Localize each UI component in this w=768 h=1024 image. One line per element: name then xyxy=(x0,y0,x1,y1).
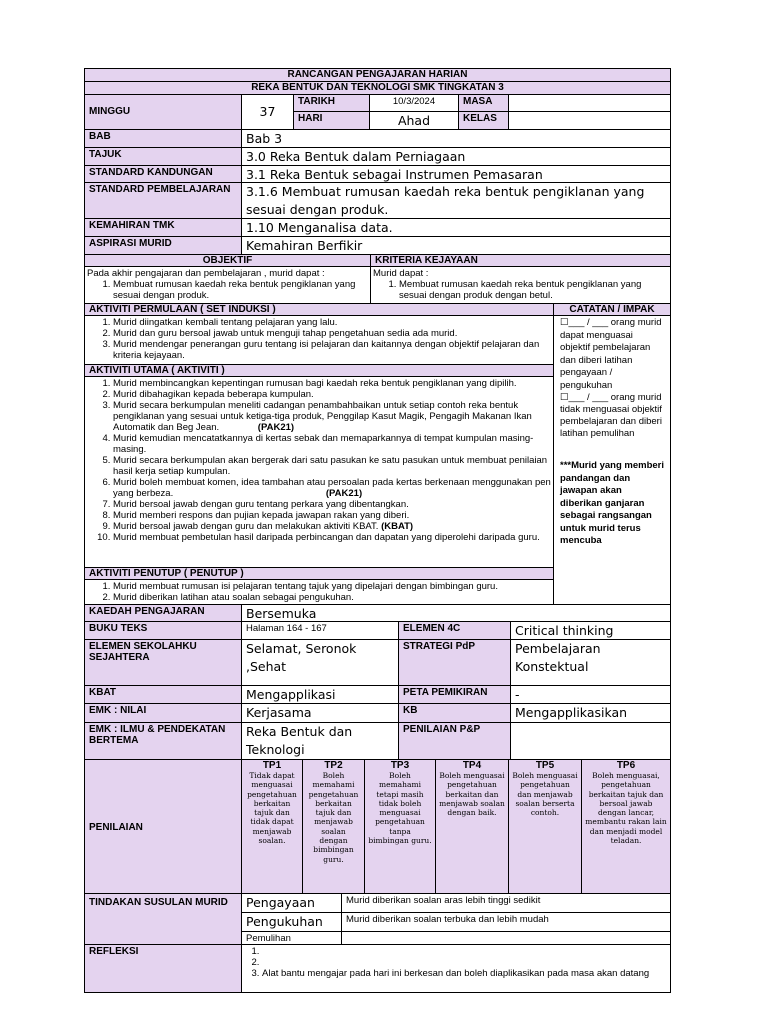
hari-value: Ahad xyxy=(369,111,459,130)
kelas-label: KELAS xyxy=(458,111,509,130)
elemen-4c-value: Critical thinking xyxy=(510,621,671,640)
utama-header: AKTIVITI UTAMA ( AKTIVITI ) xyxy=(84,364,554,377)
bab-value: Bab 3 xyxy=(241,129,671,148)
minggu-label: MINGGU xyxy=(84,94,242,130)
kemahiran-tmk-value: 1.10 Menganalisa data. xyxy=(241,218,671,237)
tp5-heading: TP5 xyxy=(535,760,555,771)
induksi-item: 1. Murid diingatkan kembali tentang pelajaran yang lalu. xyxy=(113,317,553,328)
pemulihan-label: Pemulihan xyxy=(241,931,342,945)
penutup-list xyxy=(84,579,554,605)
pengukuhan-value: Murid diberikan soalan terbuka dan lebih mudah xyxy=(341,912,671,932)
tp3-cell xyxy=(364,759,436,894)
hari-label: HARI xyxy=(293,111,370,130)
tp5-cell xyxy=(508,759,582,894)
standard-kandungan-value: 3.1 Reka Bentuk sebagai Instrumen Pemasaran xyxy=(241,165,671,183)
pengayaan-value: Murid diberikan soalan aras lebih tinggi sedikit xyxy=(341,893,671,913)
kb-label: KB xyxy=(398,703,511,723)
buku-teks-value: Halaman 164 - 167 xyxy=(241,621,399,640)
utama-item: 5. Murid secara berkumpulan akan bergerak dari satu pasukan ke satu pasukan untuk membuat penilaian hasil kerja setiap kumpulan. xyxy=(113,455,553,477)
penilaian-pp-value xyxy=(510,722,671,760)
kb-value: Mengapplikasikan xyxy=(510,703,671,723)
tp4-heading: TP4 xyxy=(462,760,482,771)
document-subtitle: REKA BENTUK DAN TEKNOLOGI SMK TINGKATAN 3 xyxy=(84,81,671,95)
catatan-content xyxy=(553,315,671,605)
sekolahku-value: Selamat, Seronok ,Sehat xyxy=(241,639,399,686)
penilaian-pp-label: PENILAIAN P&P xyxy=(398,722,511,760)
utama-item: 3. Murid secara berkumpulan meneliti cadangan penambahbaikan untuk setiap contoh reka bentuk pengiklanan yang sesuai untuk ketiga-tiga produk, Penggilap Kasut Magik, Pengagih Makanan Ikan Automatik dan Beg Jean. (PAK21) xyxy=(113,400,553,433)
peta-pemikiran-value: - xyxy=(510,685,671,704)
catatan-tidak-menguasai: ☐___ / ___ orang murid tidak menguasai objektif pembelajaran dan diberi latihan pemulihan xyxy=(560,392,662,439)
utama-item: 7. Murid bersoal jawab dengan guru tentang perkara yang dibentangkan. xyxy=(113,499,553,510)
induksi-item: 2. Murid dan guru bersoal jawab untuk menguji tahap pengetahuan sedia ada murid. xyxy=(113,328,553,339)
utama-item: 10. Murid membuat pembetulan hasil daripada perbincangan dan dapatan yang diperolehi daripada guru. xyxy=(113,532,553,543)
refleksi-item xyxy=(262,957,670,968)
objektif-header: OBJEKTIF xyxy=(84,254,371,267)
kriteria-intro: Murid dapat : xyxy=(373,268,429,279)
masa-value xyxy=(508,94,671,112)
refleksi-label: REFLEKSI xyxy=(84,944,242,993)
induksi-header: AKTIVITI PERMULAAN ( SET INDUKSI ) xyxy=(84,303,554,316)
kriteria-item: 1. Membuat rumusan kaedah reka bentuk pengiklanan yang sesuai dengan produk dengan betul. xyxy=(399,279,668,301)
penutup-header: AKTIVITI PENUTUP ( PENUTUP ) xyxy=(84,567,554,580)
aspirasi-murid-label: ASPIRASI MURID xyxy=(84,236,242,255)
refleksi-content xyxy=(241,944,671,993)
catatan-note: ***Murid yang memberi pandangan dan jawapan akan diberikan ganjaran sebagai rangsangan untuk murid terus mencuba xyxy=(560,460,664,546)
standard-pembelajaran-value: 3.1.6 Membuat rumusan kaedah reka bentuk pengiklanan yang sesuai dengan produk. xyxy=(241,182,671,219)
utama-item: 2. Murid dibahagikan kepada beberapa kumpulan. xyxy=(113,389,553,400)
kbat-label: KBAT xyxy=(84,685,242,704)
tp3-description: Boleh memahami tetapi masih tidak boleh menguasai pengetahuan tanpa bimbingan guru. xyxy=(368,771,432,846)
tp5-description: Boleh menguasai pengetahuan dan menjawab soalan berserta contoh. xyxy=(512,771,578,818)
kriteria-header: KRITERIA KEJAYAAN xyxy=(370,254,671,267)
tp1-heading: TP1 xyxy=(262,760,282,771)
tp1-description: Tidak dapat menguasai pengetahuan berkaitan tajuk dan tidak dapat menjawab soalan. xyxy=(247,771,297,846)
tp6-description: Boleh menguasai, pengetahuan berkaitan tajuk dan bersoal jawab dengan lancar, membantu rakan lain dan menjadi model teladan. xyxy=(585,771,667,846)
tarikh-value: 10/3/2024 xyxy=(369,94,459,112)
penutup-item: 2. Murid diberikan latihan atau soalan sebagai pengukuhan. xyxy=(113,592,553,603)
kaedah-label: KAEDAH PENGAJARAN xyxy=(84,604,242,622)
minggu-value: 37 xyxy=(241,94,294,130)
tp2-description: Boleh memahami pengetahuan berkaitan tajuk dan menjawab soalan dengan bimbingan guru. xyxy=(308,771,359,864)
strategi-value: Pembelajaran Konstektual xyxy=(510,639,671,686)
pengayaan-label: Pengayaan xyxy=(241,893,342,913)
tp1-cell xyxy=(241,759,303,894)
utama-list xyxy=(84,376,554,568)
tp3-heading: TP3 xyxy=(390,760,410,771)
induksi-item: 3. Murid mendengar penerangan guru tentang isi pelajaran dan kaitannya dengan objektif pelajaran dan kriteria kejayaan. xyxy=(113,339,553,361)
pemulihan-value xyxy=(341,931,671,945)
emk-nilai-label: EMK : NILAI xyxy=(84,703,242,723)
catatan-menguasai: ☐___ / ___ orang murid dapat menguasai objektif pembelajaran dan diberi latihan pengayaan / pengukuhan xyxy=(560,317,662,391)
refleksi-item xyxy=(262,946,670,957)
standard-pembelajaran-label: STANDARD PEMBELAJARAN xyxy=(84,182,242,219)
utama-item: 1. Murid membincangkan kepentingan rumusan bagi kaedah reka bentuk pengiklanan yang dipilih. xyxy=(113,378,553,389)
utama-item: 4. Murid kemudian mencatatkannya di kertas sebak dan memaparkannya di tempat kumpulan masing-masing. xyxy=(113,433,553,455)
standard-kandungan-label: STANDARD KANDUNGAN xyxy=(84,165,242,183)
strategi-label: STRATEGI PdP xyxy=(398,639,511,686)
masa-label: MASA xyxy=(458,94,509,112)
tp4-cell xyxy=(435,759,509,894)
utama-item: 6. Murid boleh membuat komen, idea tambahan atau persoalan pada kertas berkenaan menggunakan pen yang berbeza. (PAK21) xyxy=(113,477,553,499)
tp6-heading: TP6 xyxy=(616,760,636,771)
induksi-list xyxy=(84,315,554,365)
elemen-4c-label: ELEMEN 4C xyxy=(398,621,511,640)
tp4-description: Boleh menguasai pengetahuan berkaitan dan menjawab soalan dengan baik. xyxy=(439,771,505,818)
kelas-value xyxy=(508,111,671,130)
catatan-header: CATATAN / IMPAK xyxy=(553,303,671,316)
objektif-content xyxy=(84,266,371,304)
kaedah-value: Bersemuka xyxy=(241,604,671,622)
objektif-item: 1. Membuat rumusan kaedah reka bentuk pengiklanan yang sesuai dengan produk. xyxy=(113,279,368,301)
buku-teks-label: BUKU TEKS xyxy=(84,621,242,640)
penilaian-label: PENILAIAN xyxy=(84,759,242,894)
pengukuhan-label: Pengukuhan xyxy=(241,912,342,932)
utama-item: 9. Murid bersoal jawab dengan guru dan melakukan aktiviti KBAT. (KBAT) xyxy=(113,521,553,532)
utama-item: 8. Murid memberi respons dan pujian kepada jawapan rakan yang diberi. xyxy=(113,510,553,521)
aspirasi-murid-value: Kemahiran Berfikir xyxy=(241,236,671,255)
kbat-value: Mengapplikasi xyxy=(241,685,399,704)
emk-ilmu-value: Reka Bentuk dan Teknologi xyxy=(241,722,399,760)
kemahiran-tmk-label: KEMAHIRAN TMK xyxy=(84,218,242,237)
emk-nilai-value: Kerjasama xyxy=(241,703,399,723)
tindakan-susulan-label: TINDAKAN SUSULAN MURID xyxy=(84,893,242,945)
document-title: RANCANGAN PENGAJARAN HARIAN xyxy=(84,68,671,82)
emk-ilmu-label: EMK : ILMU & PENDEKATAN BERTEMA xyxy=(84,722,242,760)
tp6-cell xyxy=(581,759,671,894)
tp2-heading: TP2 xyxy=(324,760,343,771)
tajuk-label: TAJUK xyxy=(84,147,242,166)
refleksi-item: 3. Alat bantu mengajar pada hari ini berkesan dan boleh diaplikasikan pada masa akan datang xyxy=(262,968,670,979)
tp2-cell xyxy=(302,759,365,894)
objektif-intro: Pada akhir pengajaran dan pembelajaran , murid dapat : xyxy=(87,268,325,279)
tajuk-value: 3.0 Reka Bentuk dalam Perniagaan xyxy=(241,147,671,166)
peta-pemikiran-label: PETA PEMIKIRAN xyxy=(398,685,511,704)
penutup-item: 1. Murid membuat rumusan isi pelajaran tentang tajuk yang dipelajari dengan bimbingan guru. xyxy=(113,581,553,592)
tarikh-label: TARIKH xyxy=(293,94,370,112)
sekolahku-label: ELEMEN SEKOLAHKU SEJAHTERA xyxy=(84,639,242,686)
kriteria-content xyxy=(370,266,671,304)
bab-label: BAB xyxy=(84,129,242,148)
